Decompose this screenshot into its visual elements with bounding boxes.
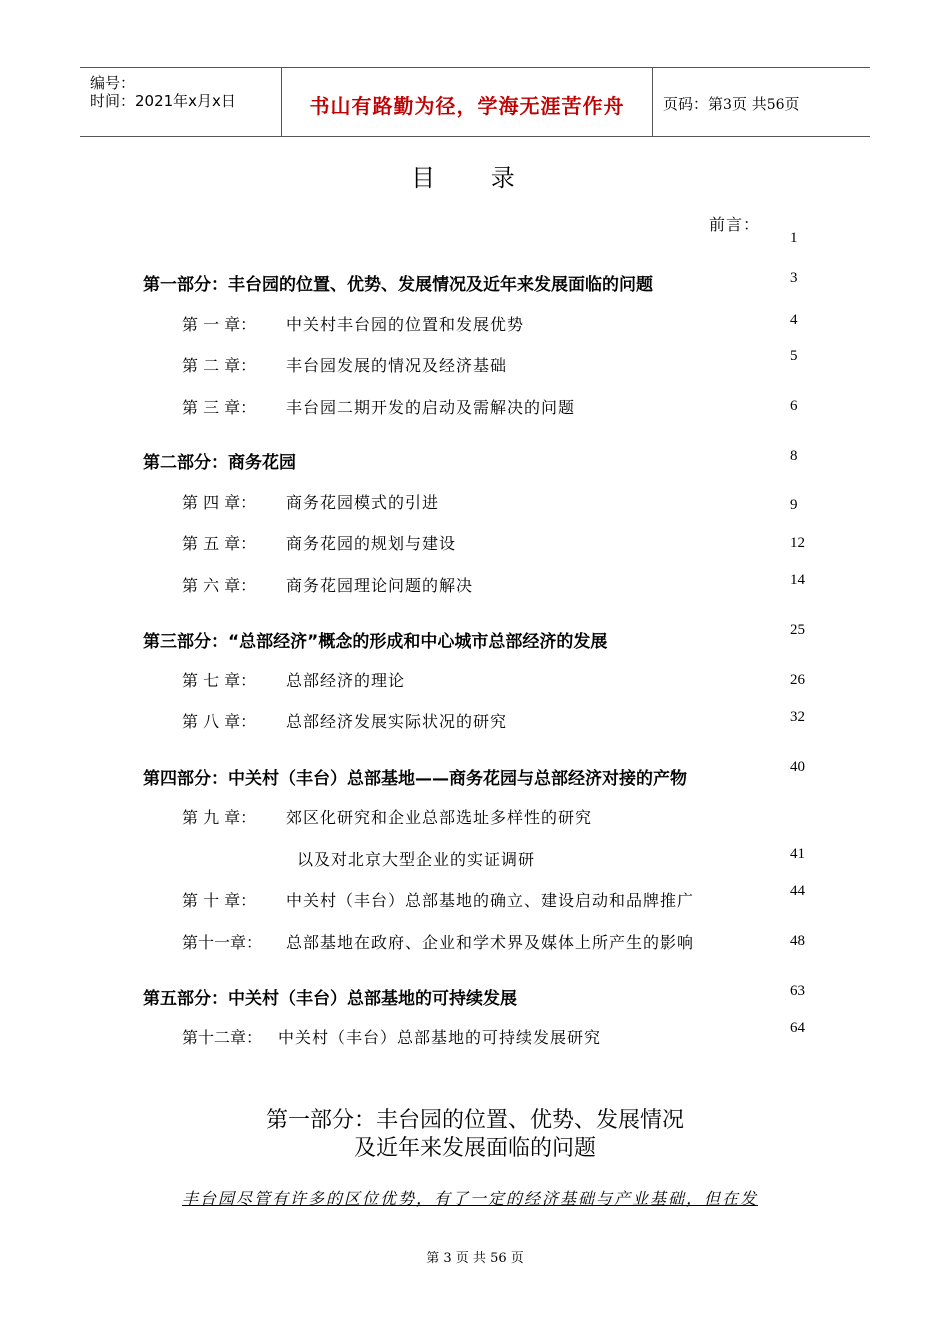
chapter-title: 丰台园二期开发的启动及需解决的问题 [286,398,576,417]
footer-post: 页 [510,1251,524,1266]
section-intro: 丰台园尽管有许多的区位优势，有了一定的经济基础与产业基础，但在发 [182,1189,759,1208]
toc-chapter-7-page: 26 [790,672,805,688]
toc-chapter-11-page: 48 [790,933,805,949]
toc-chapter-1-page: 4 [790,312,798,328]
page-end: 页 [784,95,800,113]
chapter-title: 中关村（丰台）总部基地的确立、建设启动和品牌推广 [286,891,695,910]
footer-mid: 页 共 [455,1251,486,1266]
toc-chapter-12-page: 64 [790,1020,805,1036]
toc-chapter-6-page: 14 [790,572,805,588]
chapter-label: 第十一章： [182,933,263,952]
chapter-label: 第 八 章： [182,712,257,731]
toc-part-2-page: 8 [790,448,798,464]
toc-preface-label: 前言： [708,215,760,234]
toc-chapter-1[interactable] [182,312,524,335]
chapter-label: 第十二章： [182,1028,263,1047]
toc-part-5-page: 63 [790,983,805,999]
toc-chapter-3[interactable] [182,395,575,418]
header-page-cell [653,68,870,136]
page-total: 56 [766,97,785,113]
chapter-label: 第 四 章： [182,493,257,512]
toc-title: 目 录 [411,164,539,192]
chapter-label: 第 六 章： [182,576,257,595]
toc-chapter-7[interactable] [182,668,405,691]
doc-code: 编号： [90,74,136,92]
header-meta-cell [80,68,282,136]
toc-part-1-page: 3 [790,270,798,286]
toc-part-1[interactable]: 第一部分：丰台园的位置、优势、发展情况及近年来发展面临的问题 [143,275,653,295]
chapter-title: 商务花园模式的引进 [286,493,440,512]
footer-pre: 第 [426,1251,440,1266]
chapter-label: 第 二 章： [182,356,257,375]
toc-chapter-5[interactable] [182,531,456,554]
toc-chapter-8-page: 32 [790,709,805,725]
footer-total: 56 [490,1251,507,1266]
chapter-title: 商务花园的规划与建设 [286,534,457,553]
toc-chapter-4[interactable] [182,490,439,513]
chapter-label: 第 七 章： [182,671,257,690]
page-current: 3 [723,97,732,113]
doc-time: 时间：2021年x月x日 [90,92,236,110]
toc-part-3[interactable]: 第三部分：“总部经济”概念的形成和中心城市总部经济的发展 [143,632,608,652]
toc-part-2[interactable]: 第二部分：商务花园 [143,453,296,473]
toc-chapter-12[interactable] [182,1025,601,1048]
footer-current: 3 [443,1251,452,1266]
chapter-title: 总部基地在政府、企业和学术界及媒体上所产生的影响 [286,933,695,952]
chapter-label: 第 一 章： [182,315,257,334]
toc-chapter-10[interactable] [182,888,694,911]
page-header [80,67,870,137]
chapter-title: 商务花园理论问题的解决 [286,576,474,595]
section-title-line-1: 第一部分：丰台园的位置、优势、发展情况 [265,1108,684,1133]
chapter-label: 第 九 章： [182,808,257,827]
header-motto-cell [282,68,653,136]
page-mid: 页 共 [731,95,767,113]
chapter-label: 第 五 章： [182,534,257,553]
header-page-indicator [663,93,800,114]
chapter-title: 丰台园发展的情况及经济基础 [286,356,508,375]
chapter-title: 郊区化研究和企业总部选址多样性的研究 [286,808,593,827]
toc-chapter-6[interactable] [182,573,473,596]
page-label: 页码：第 [663,95,724,113]
toc-chapter-5-page: 12 [790,535,805,551]
page-footer [0,1247,950,1266]
toc-chapter-9-continued[interactable]: 以及对北京大型企业的实证调研 [297,850,536,869]
toc-chapter-9[interactable] [182,805,592,828]
chapter-label: 第 三 章： [182,398,257,417]
toc-chapter-11[interactable] [182,930,694,953]
toc-part-4[interactable]: 第四部分：中关村（丰台）总部基地——商务花园与总部经济对接的产物 [143,769,687,789]
toc-preface-page: 1 [790,230,798,246]
toc-chapter-2-page: 5 [790,348,798,364]
chapter-title: 总部经济的理论 [286,671,406,690]
chapter-title: 总部经济发展实际状况的研究 [286,712,508,731]
toc-part-5[interactable]: 第五部分：中关村（丰台）总部基地的可持续发展 [143,989,517,1009]
chapter-title: 中关村（丰台）总部基地的可持续发展研究 [278,1028,602,1047]
toc-chapter-2[interactable] [182,353,507,376]
section-title-line-2: 及近年来发展面临的问题 [353,1136,596,1161]
chapter-title: 中关村丰台园的位置和发展优势 [286,315,525,334]
chapter-label: 第 十 章： [182,891,257,910]
toc-part-4-page: 40 [790,759,805,775]
toc-chapter-8[interactable] [182,709,507,732]
toc-chapter-4-page: 9 [790,497,798,513]
toc-chapter-9-page: 41 [790,846,805,862]
motto: 书山有路勤为径，学海无涯苦作舟 [309,94,625,118]
toc-part-3-page: 25 [790,622,805,638]
toc-chapter-10-page: 44 [790,883,805,899]
toc-chapter-3-page: 6 [790,398,798,414]
